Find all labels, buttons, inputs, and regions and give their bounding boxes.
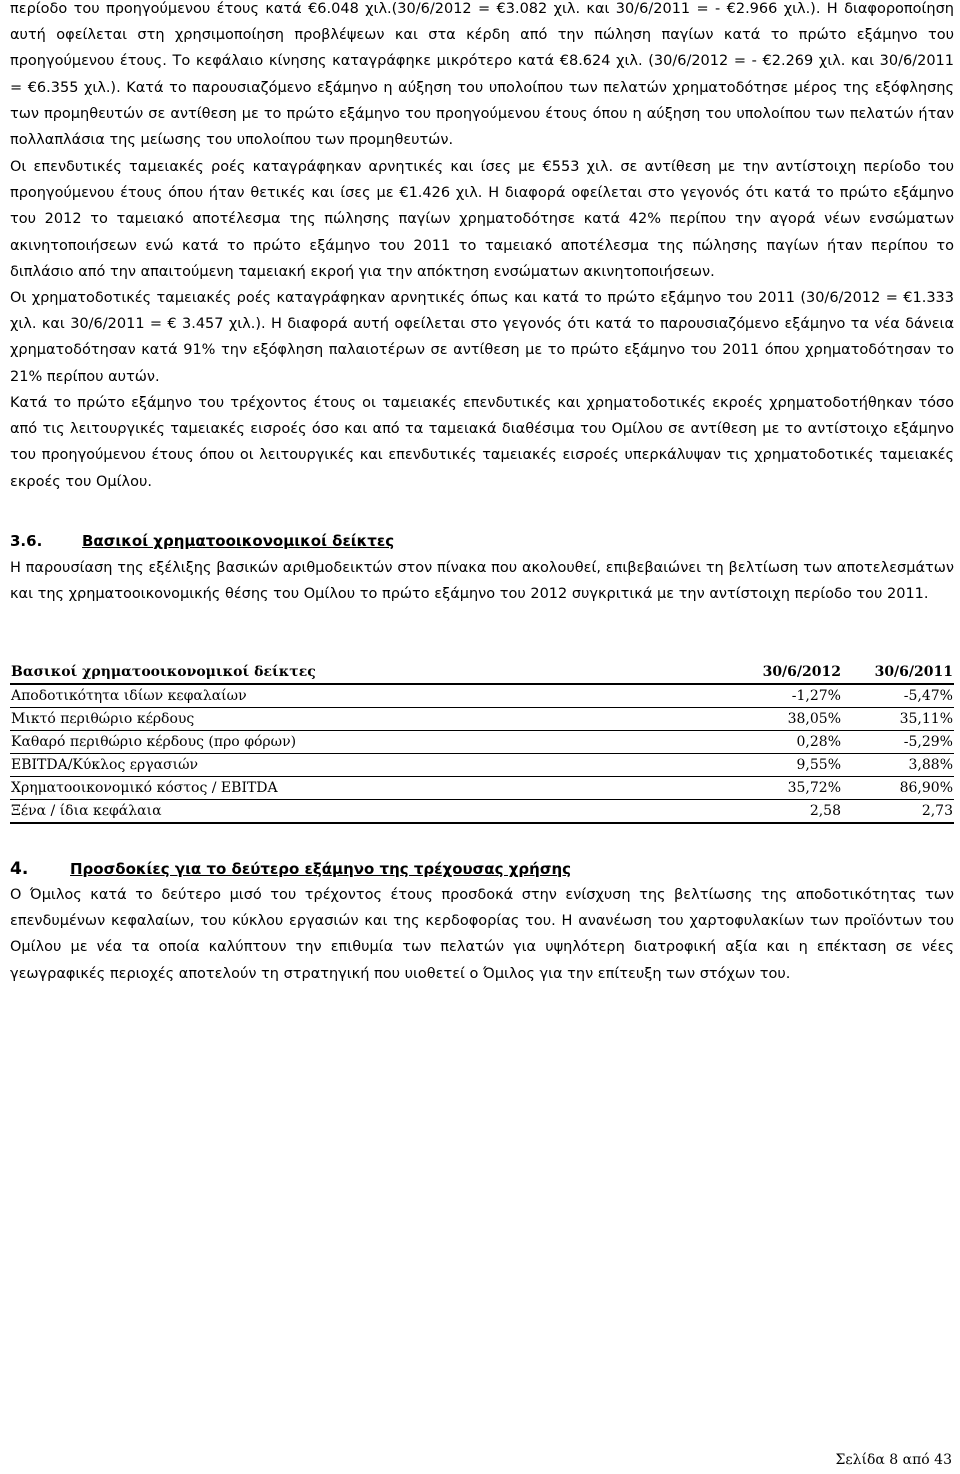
row-value-2012: 35,72% <box>710 777 842 800</box>
section-number: 4. <box>10 859 29 879</box>
row-value-2011: -5,47% <box>842 684 954 708</box>
table-header-col-2011: 30/6/2011 <box>842 661 954 684</box>
table-row <box>10 684 954 708</box>
paragraph-outlook: Ο Όμιλος κατά το δεύτερο μισό του τρέχοντος έτους προσδοκά στην ενίσχυση της βελτίωσης της αποδοτικότητας των επενδυμένων κεφαλαίων, του κύκλου εργασιών και της κερδοφορίας του. Η ανανέωση του χαρτοφυλακίων των προϊόντων του Ομίλου με νέα τα οποία καλύπτουν την επιθυμία των πελατών για υψηλότερη διατροφική αξία και η επέκταση σε νέες γεωγραφικές περιοχές αποτελούν τη στρατηγική που υιοθετεί ο Όμιλος για την επίτευξη των στόχων του. <box>10 887 954 982</box>
paragraph-investing-cashflows: Οι επενδυτικές ταμειακές ροές καταγράφηκαν αρνητικές και ίσες με €553 χιλ. σε αντίθεση με την αντίστοιχη περίοδο του προηγούμενου έτους όπου ήταν θετικές και ίσες με €1.426 χιλ. Η διαφορά οφείλεται στο γεγονός ότι κατά το πρώτο εξάμηνο του 2012 το ταμειακό αποτέλεσμα της πώλησης παγίων χρηματοδότησε κατά 42% περίπου την αγορά νέων ενσώματων ακινητοποιήσεων ενώ κατά το πρώτο εξάμηνο του 2011 το ταμειακό αποτέλεσμα της πώλησης παγίων ήταν περίπου το διπλάσιο από την απαιτούμενη ταμειακή εκροή για την απόκτηση ενσώματων ακινητοποιήσεων. <box>10 159 954 280</box>
row-value-2011: 35,11% <box>842 708 954 731</box>
row-value-2012: 0,28% <box>710 731 842 754</box>
row-value-2012: 38,05% <box>710 708 842 731</box>
row-value-2011: -5,29% <box>842 731 954 754</box>
financial-ratios-table <box>10 661 954 824</box>
page-number-footer: Σελίδα 8 από 43 <box>835 1452 952 1468</box>
section-title: Βασικοί χρηματοοικονομικοί δείκτες <box>82 532 395 550</box>
row-value-2011: 86,90% <box>842 777 954 800</box>
paragraph-working-capital: περίοδο του προηγούμενου έτους κατά €6.048 χιλ.(30/6/2012 = €3.082 χιλ. και 30/6/2011 = - €2.966 χιλ.). Η διαφοροποίηση αυτή οφείλεται στη χρησιμοποίηση προβλέψεων και στα κέρδη από την πώληση παγίων κατά το πρώτο εξάμηνο του προηγούμενου έτους. Το κεφάλαιο κίνησης καταγράφηκε μικρότερο κατά €8.624 χιλ. (30/6/2012 = - €2.269 χιλ. και 30/6/2011 = €6.355 χιλ.). Κατά το παρουσιαζόμενο εξάμηνο η αύξηση του υπολοίπου των πελατών χρηματοδότησε μέρος της εξόφλησης των προμηθευτών σε αντίθεση με το πρώτο εξάμηνο του προηγούμενου έτους όπου η αύξηση του υπολοίπου των πελατών ήταν πολλαπλάσια της μείωσης του υπολοίπου των προμηθευτών. <box>10 1 954 149</box>
table-row <box>10 777 954 800</box>
table-header-row <box>10 661 954 684</box>
row-value-2012: 9,55% <box>710 754 842 777</box>
section-3-6-heading <box>10 530 954 552</box>
table-row <box>10 754 954 777</box>
table-row <box>10 800 954 824</box>
row-value-2011: 2,73 <box>842 800 954 824</box>
paragraph-cashflow-summary: Κατά το πρώτο εξάμηνο του τρέχοντος έτους οι ταμειακές επενδυτικές και χρηματοδοτικές εκροές χρηματοδοτήθηκαν τόσο από τις λειτουργικές ταμειακές εισροές όσο και από τα ταμειακά διαθέσιμα του Ομίλου σε αντίθεση με το αντίστοιχο εξάμηνο του προηγούμενου έτους όπου οι λειτουργικές και επενδυτικές ταμειακές εισροές υπερκάλυψαν τις χρηματοδοτικές ταμειακές εκροές του Ομίλου. <box>10 395 954 490</box>
table-header-label: Βασικοί χρηματοοικονομικοί δείκτες <box>10 661 710 684</box>
section-4-heading <box>10 858 954 880</box>
row-label: Χρηματοοικονομικό κόστος / EBITDA <box>10 777 710 800</box>
row-label: Μικτό περιθώριο κέρδους <box>10 708 710 731</box>
row-value-2012: -1,27% <box>710 684 842 708</box>
paragraph-ratios-intro: Η παρουσίαση της εξέλιξης βασικών αριθμοδεικτών στον πίνακα που ακολουθεί, επιβεβαιώνει τη βελτίωση των αποτελεσμάτων και της χρηματοοικονομικής θέσης του Ομίλου το πρώτο εξάμηνο του 2012 συγκριτικά με την αντίστοιχη περίοδο του 2011. <box>10 560 954 603</box>
section-title: Προσδοκίες για το δεύτερο εξάμηνο της τρέχουσας χρήσης <box>70 860 572 878</box>
table-header-col-2012: 30/6/2012 <box>710 661 842 684</box>
table-row <box>10 731 954 754</box>
row-value-2012: 2,58 <box>710 800 842 824</box>
section-number: 3.6. <box>10 532 43 550</box>
row-value-2011: 3,88% <box>842 754 954 777</box>
paragraph-financing-cashflows: Οι χρηματοδοτικές ταμειακές ροές καταγράφηκαν αρνητικές όπως και κατά το πρώτο εξάμηνο του 2011 (30/6/2012 = €1.333 χιλ. και 30/6/2011 = € 3.457 χιλ.). Η διαφορά αυτή οφείλεται στο γεγονός ότι κατά το παρουσιαζόμενο εξάμηνο τα νέα δάνεια χρηματοδότησαν κατά 91% την εξόφληση παλαιοτέρων σε αντίθεση με το πρώτο εξάμηνο του 2011 όπου χρηματοδότησαν το 21% περίπου αυτών. <box>10 290 954 385</box>
row-label: Καθαρό περιθώριο κέρδους (προ φόρων) <box>10 731 710 754</box>
table-row <box>10 708 954 731</box>
row-label: EBITDA/Κύκλος εργασιών <box>10 754 710 777</box>
row-label: Ξένα / ίδια κεφάλαια <box>10 800 710 824</box>
row-label: Αποδοτικότητα ιδίων κεφαλαίων <box>10 684 710 708</box>
